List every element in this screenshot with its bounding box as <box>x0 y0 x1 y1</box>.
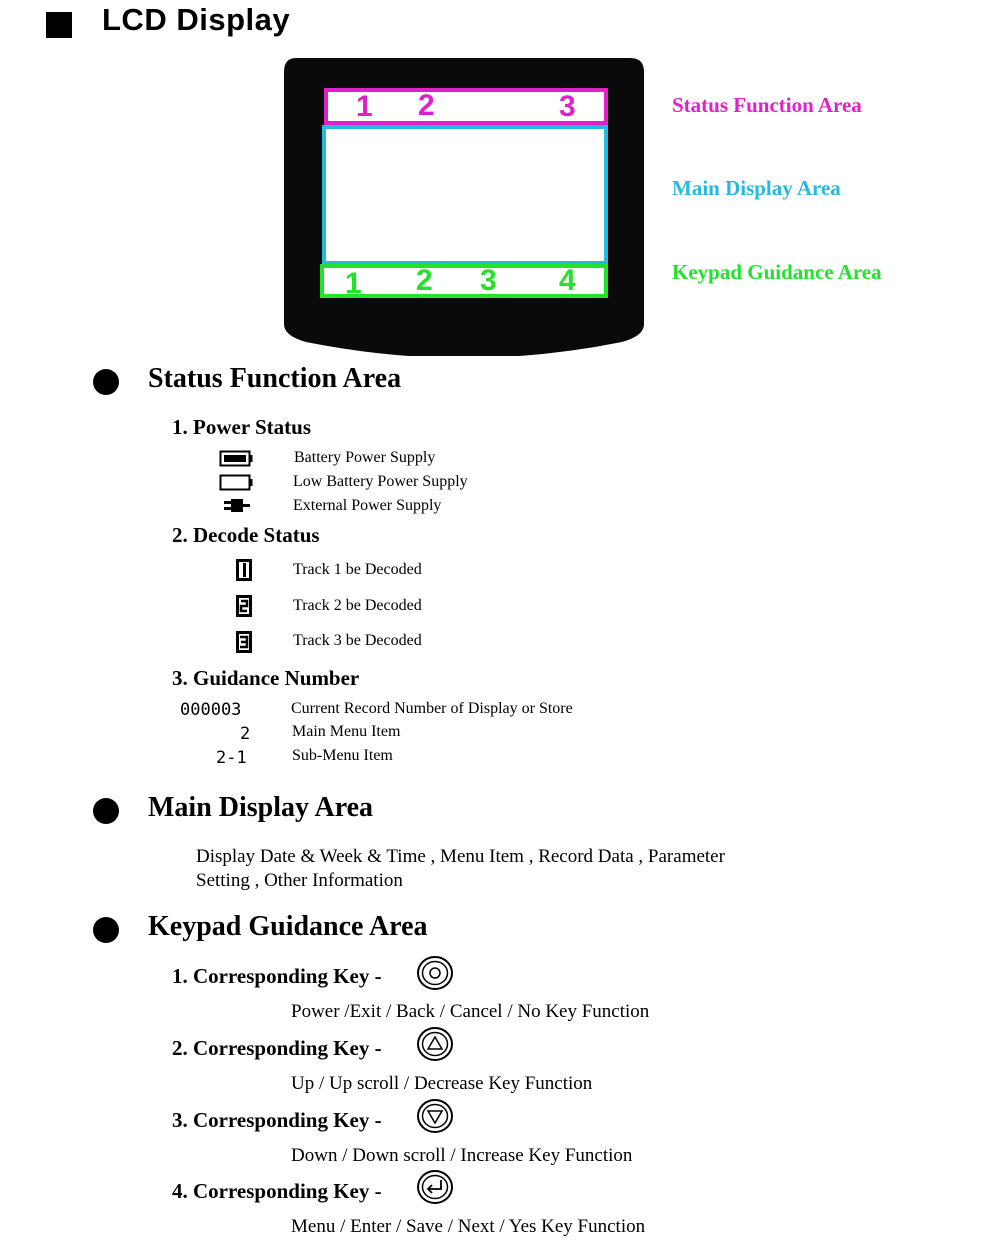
bullet-icon <box>93 798 119 824</box>
decode-item-label: Track 1 be Decoded <box>293 561 422 578</box>
enter-key-icon <box>416 1169 454 1205</box>
status-number: 1 <box>356 90 373 123</box>
guidance-item-label: Main Menu Item <box>292 723 401 740</box>
track-2-icon <box>236 595 252 617</box>
title-square-icon <box>46 12 72 38</box>
status-section-heading: Status Function Area <box>148 363 402 394</box>
page-title: LCD Display <box>102 2 291 37</box>
status-number: 2 <box>418 89 435 122</box>
battery-full-icon <box>219 450 253 468</box>
main-section-heading: Main Display Area <box>148 792 374 823</box>
key-label: 1. Corresponding Key - <box>172 964 382 988</box>
main-area-label: Main Display Area <box>672 176 841 200</box>
key-label: 4. Corresponding Key - <box>172 1179 382 1203</box>
keypad-area-label: Keypad Guidance Area <box>672 260 882 284</box>
key-function-text: Power /Exit / Back / Cancel / No Key Function <box>291 1001 650 1022</box>
track-1-icon <box>236 559 252 581</box>
keypad-number: 2 <box>416 264 433 297</box>
guidance-item-label: Sub-Menu Item <box>292 747 393 764</box>
down-triangle-key-icon <box>416 1098 454 1134</box>
bullet-icon <box>93 917 119 943</box>
power-item-label: External Power Supply <box>293 497 442 514</box>
key-function-text: Down / Down scroll / Increase Key Function <box>291 1145 633 1166</box>
keypad-section-heading: Keypad Guidance Area <box>148 911 428 942</box>
key-function-text: Up / Up scroll / Decrease Key Function <box>291 1073 593 1094</box>
up-triangle-key-icon <box>416 1026 454 1062</box>
circle-key-icon <box>416 955 454 991</box>
main-description-line: Setting , Other Information <box>196 870 403 891</box>
keypad-number: 3 <box>480 264 497 297</box>
lcd-screen-illustration <box>282 56 646 356</box>
decode-item-label: Track 2 be Decoded <box>293 597 422 614</box>
key-label: 2. Corresponding Key - <box>172 1036 382 1060</box>
power-plug-icon <box>224 497 254 515</box>
key-function-text: Menu / Enter / Save / Next / Yes Key Function <box>291 1216 646 1237</box>
guidance-number-value: 000003 <box>180 700 242 720</box>
power-item-label: Low Battery Power Supply <box>293 473 468 490</box>
decode-item-label: Track 3 be Decoded <box>293 632 422 649</box>
battery-low-icon <box>219 474 253 492</box>
guidance-number-value: 2 <box>240 724 251 744</box>
guidance-number-heading: 3. Guidance Number <box>172 666 360 690</box>
status-number: 3 <box>559 90 576 123</box>
keypad-number: 1 <box>345 267 362 300</box>
status-area-label: Status Function Area <box>672 93 862 117</box>
key-label: 3. Corresponding Key - <box>172 1108 382 1132</box>
guidance-item-label: Current Record Number of Display or Store <box>291 700 573 717</box>
power-item-label: Battery Power Supply <box>294 449 436 466</box>
keypad-number: 4 <box>559 264 576 297</box>
lcd-diagram <box>282 56 646 356</box>
main-description-line: Display Date & Week & Time , Menu Item , Record Data , Parameter <box>196 846 725 867</box>
bullet-icon <box>93 369 119 395</box>
power-status-heading: 1. Power Status <box>172 415 312 439</box>
decode-status-heading: 2. Decode Status <box>172 523 320 547</box>
track-3-icon <box>236 631 252 653</box>
guidance-number-value: 2-1 <box>216 748 247 768</box>
